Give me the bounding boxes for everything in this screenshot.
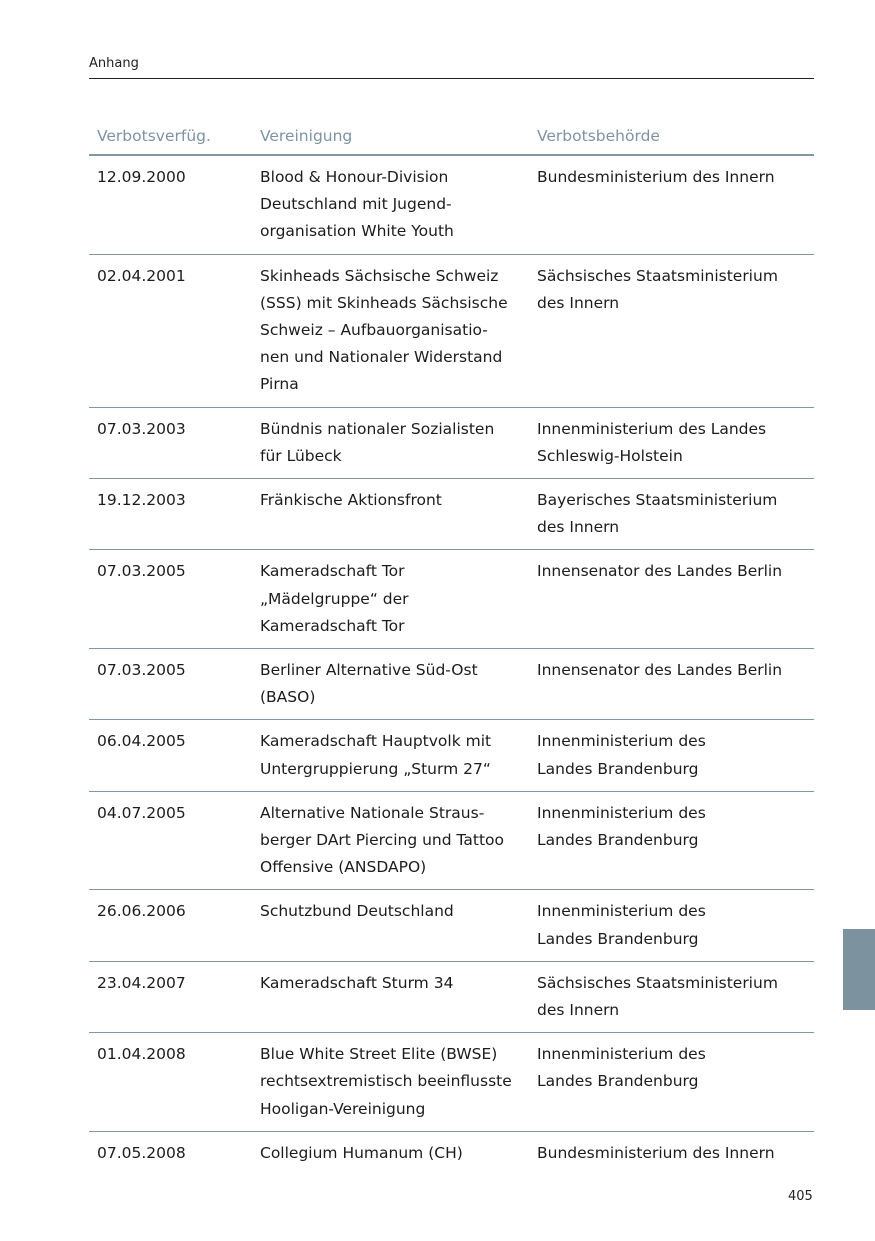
- cell-association: Blue White Street Elite (BWSE) rechtsextremistisch beeinflusste Hooligan-Vereinigung: [260, 1045, 512, 1118]
- cell-date: 07.05.2008: [97, 1143, 186, 1162]
- cell-association: Bündnis nationaler Sozialisten für Lübeck: [260, 419, 495, 465]
- cell-authority: Innenministerium des Landes Brandenburg: [537, 1045, 706, 1091]
- cell-date: 01.04.2008: [97, 1045, 186, 1064]
- cell-association: Kameradschaft Hauptvolk mit Untergruppierung „Sturm 27“: [260, 732, 492, 778]
- cell-date: 26.06.2006: [97, 902, 186, 921]
- column-header-date: Verbotsverfüg.: [97, 127, 211, 145]
- cell-authority: Innenministerium des Landes Brandenburg: [537, 902, 706, 948]
- cell-date: 12.09.2000: [97, 168, 186, 186]
- cell-authority: Innensenator des Landes Berlin: [537, 562, 783, 581]
- table-row: [89, 156, 814, 255]
- table-row: [89, 1033, 814, 1132]
- page-number: 405: [788, 1189, 813, 1204]
- cell-authority: Bundesministerium des Innern: [537, 1143, 775, 1162]
- table-row: [89, 649, 814, 720]
- cell-authority: Innenministerium des Landes Brandenburg: [537, 732, 706, 778]
- table-header: [89, 110, 814, 156]
- cell-authority: Sächsisches Staatsministerium des Innern: [537, 266, 778, 312]
- table-row: [89, 720, 814, 791]
- cell-association: Fränkische Aktionsfront: [260, 491, 442, 510]
- cell-date: 04.07.2005: [97, 803, 186, 822]
- cell-association: Berliner Alternative Süd-Ost (BASO): [260, 661, 478, 707]
- table-row: [89, 962, 814, 1033]
- column-header-association: Vereinigung: [260, 127, 353, 145]
- cell-date: 02.04.2001: [97, 266, 186, 285]
- cell-association: Kameradschaft Sturm 34: [260, 973, 454, 992]
- cell-authority: Bundesministerium des Innern: [537, 168, 775, 186]
- table-row: [89, 479, 814, 550]
- cell-association: Kameradschaft Tor „Mädelgruppe“ der Kameradschaft Tor: [260, 562, 409, 635]
- table-row: [89, 890, 814, 961]
- cell-date: 19.12.2003: [97, 491, 186, 510]
- cell-date: 07.03.2003: [97, 419, 186, 438]
- cell-authority: Innenministerium des Landes Brandenburg: [537, 803, 706, 850]
- table-row: [89, 550, 814, 649]
- cell-authority: Innensenator des Landes Berlin: [537, 661, 783, 680]
- table-row: [89, 255, 814, 408]
- cell-authority: Sächsisches Staatsministerium des Innern: [537, 973, 778, 1020]
- cell-association: Skinheads Sächsische Schweiz (SSS) mit Skinheads Sächsische Schweiz – Aufbauorganisatio- nen und Nationaler Widerstand Pirna: [260, 266, 508, 394]
- cell-association: Schutzbund Deutschland: [260, 902, 454, 921]
- cell-authority: Innenministerium des Landes Schleswig-Holstein: [537, 419, 767, 465]
- column-header-authority: Verbotsbehörde: [537, 127, 660, 145]
- ban-table: [89, 110, 814, 1175]
- cell-date: 23.04.2007: [97, 973, 186, 992]
- running-title: Anhang: [89, 56, 139, 71]
- table-row: [89, 792, 814, 891]
- cell-authority: Bayerisches Staatsministerium des Innern: [537, 491, 778, 537]
- header-rule: [89, 78, 814, 79]
- cell-association: Collegium Humanum (CH): [260, 1143, 463, 1162]
- cell-date: 06.04.2005: [97, 732, 186, 751]
- table-row: [89, 1132, 814, 1175]
- table-row: [89, 408, 814, 479]
- cell-association: Alternative Nationale Straus- berger DArt Piercing und Tattoo Offensive (ANSDAPO): [260, 803, 505, 877]
- cell-association: Blood & Honour-Division Deutschland mit Jugend- organisation White Youth: [260, 168, 454, 241]
- cell-date: 07.03.2005: [97, 562, 186, 581]
- cell-date: 07.03.2005: [97, 661, 186, 680]
- chapter-thumb-tab: [843, 929, 875, 1010]
